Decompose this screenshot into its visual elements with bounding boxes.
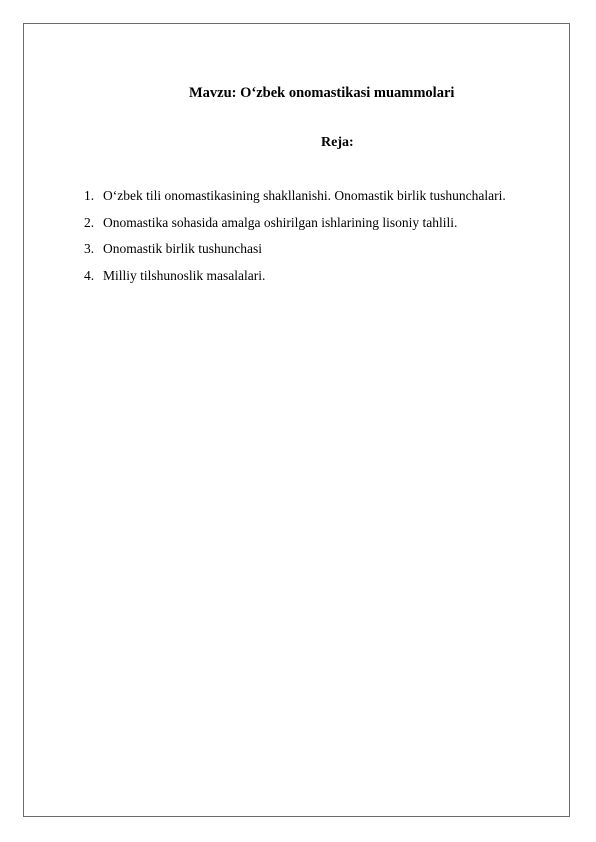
plan-item-number: 1. <box>84 188 95 203</box>
page-frame <box>23 23 570 817</box>
plan-item-text: Onomastik birlik tushunchasi <box>103 241 262 256</box>
plan-item-text: Milliy tilshunoslik masalalari. <box>103 267 266 283</box>
plan-heading: Reja: <box>321 135 354 150</box>
plan-item-number: 3. <box>84 241 95 256</box>
plan-item-number: 4. <box>84 267 95 283</box>
plan-item-3 <box>84 236 506 263</box>
plan-item-text: Onomastika sohasida amalga oshirilgan ishlarining lisoniy tahlili. <box>103 214 458 230</box>
plan-list <box>84 183 506 289</box>
plan-item-number: 2. <box>84 214 95 230</box>
page-title: Mavzu: O‘zbek onomastikasi muammolari <box>189 85 455 101</box>
plan-item-4 <box>84 263 506 290</box>
plan-item-1 <box>84 183 506 210</box>
plan-item-text: O‘zbek tili onomastikasining shakllanishi. Onomastik birlik tushunchalari. <box>103 188 506 203</box>
plan-item-2 <box>84 210 506 237</box>
